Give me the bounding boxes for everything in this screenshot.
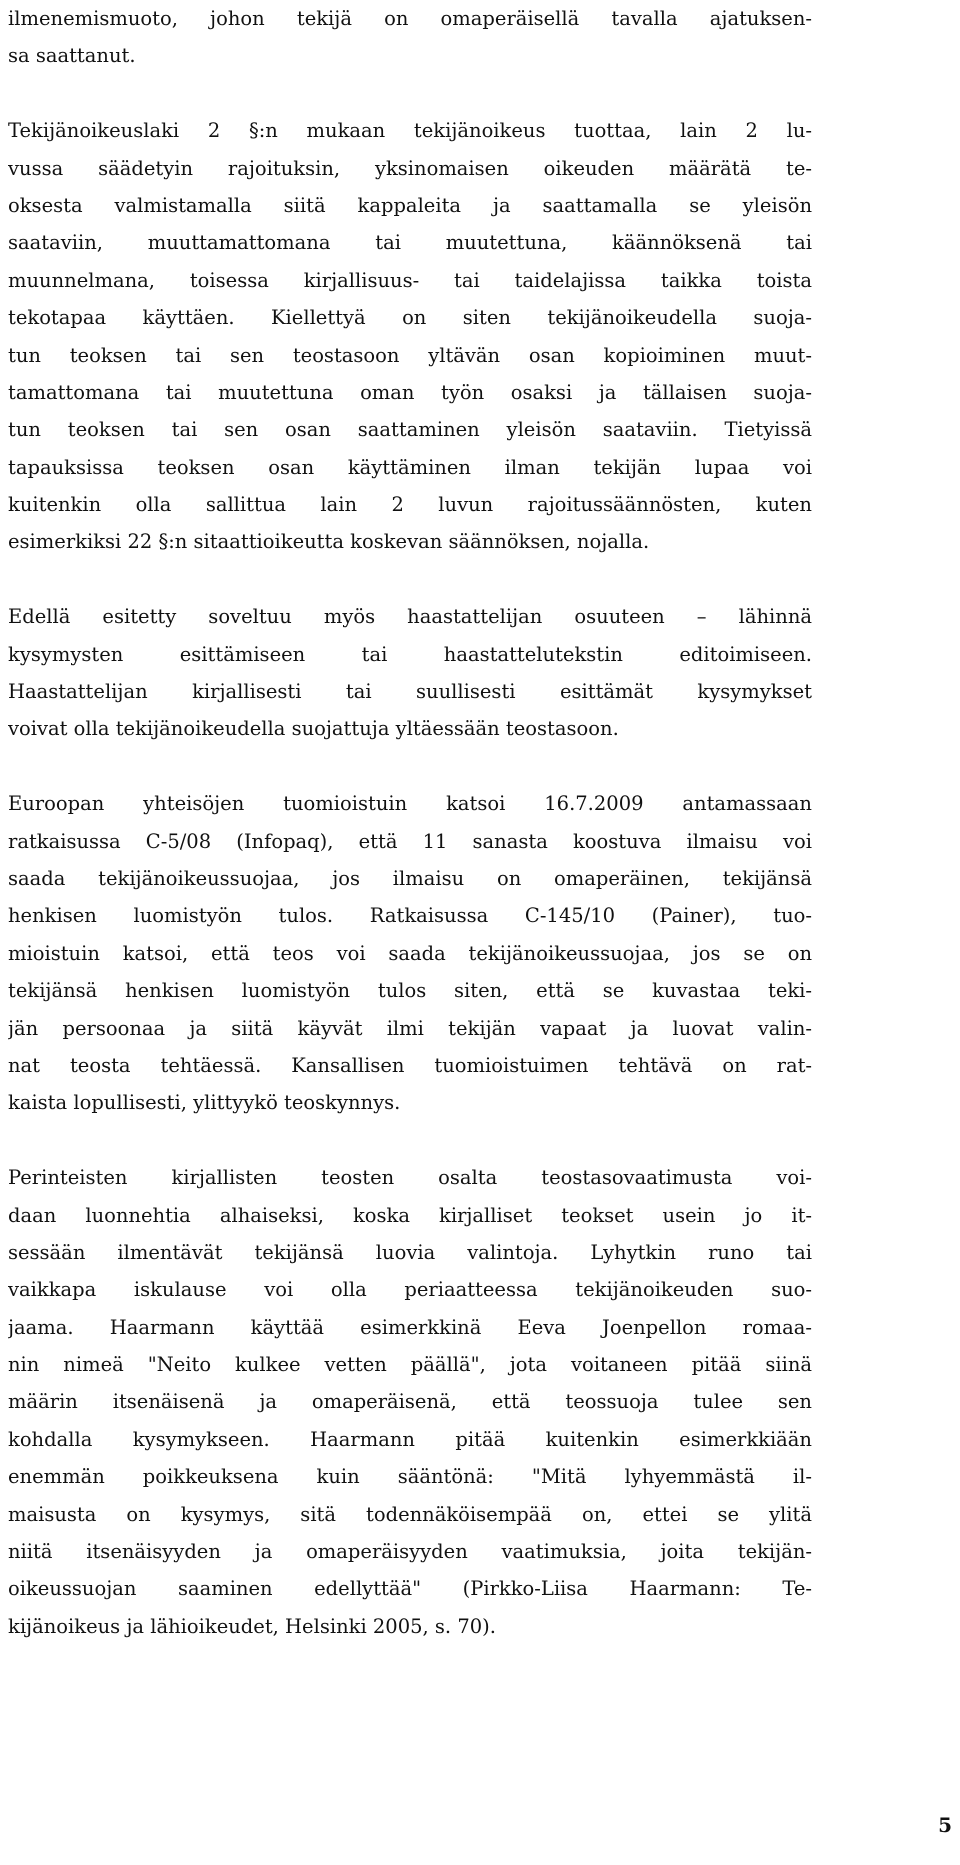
text-line: Haastattelijan kirjallisesti tai suullisesti esittämät kysymykset: [8, 680, 812, 704]
text-line: daan luonnehtia alhaiseksi, koska kirjalliset teokset usein jo it-: [8, 1203, 812, 1227]
document-page: [8, 0, 812, 1645]
text-line: kaista lopullisesti, ylittyykö teoskynnys.: [8, 1091, 401, 1115]
text-line: kysymysten esittämiseen tai haastattelutekstin editoimiseen.: [8, 642, 812, 666]
page-number: 5: [938, 1813, 952, 1837]
paragraph-spacer: [8, 561, 812, 598]
text-line: tun teoksen tai sen osan saattaminen yleisön saataviin. Tietyissä: [8, 418, 812, 442]
text-line: jaama. Haarmann käyttää esimerkkinä Eeva Joenpellon romaa-: [8, 1315, 812, 1339]
text-line: voivat olla tekijänoikeudella suojattuja yltäessään teostasoon.: [8, 717, 619, 741]
text-line: tun teoksen tai sen teostasoon yltävän osan kopioiminen muut-: [8, 343, 812, 367]
paragraph-ecj-rulings: [8, 785, 812, 1122]
text-line: henkisen luomistyön tulos. Ratkaisussa C-145/10 (Painer), tuo-: [8, 904, 812, 928]
text-line: nat teosta tehtäessä. Kansallisen tuomioistuimen tehtävä on rat-: [8, 1053, 812, 1077]
text-line: sa saattanut.: [8, 44, 136, 68]
text-line: tekijänsä henkisen luomistyön tulos siten, että se kuvastaa teki-: [8, 979, 812, 1003]
text-line: oksesta valmistamalla siitä kappaleita ja saattamalla se yleisön: [8, 193, 812, 217]
text-line: maisusta on kysymys, sitä todennäköisempää on, ettei se ylitä: [8, 1502, 812, 1526]
paragraph-intro-continuation: [8, 0, 812, 75]
text-line: saataviin, muuttamattomana tai muutettuna, käännöksenä tai: [8, 231, 812, 255]
text-line: esimerkiksi 22 §:n sitaattioikeutta koskevan säännöksen, nojalla.: [8, 530, 650, 554]
text-line: sessään ilmentävät tekijänsä luovia valintoja. Lyhytkin runo tai: [8, 1240, 812, 1264]
paragraph-interviewer: [8, 598, 812, 748]
paragraph-spacer: [8, 1122, 812, 1159]
text-line: niitä itsenäisyyden ja omaperäisyyden vaatimuksia, joita tekijän-: [8, 1540, 812, 1564]
text-line: enemmän poikkeuksena kuin sääntönä: "Mitä lyhyemmästä il-: [8, 1465, 812, 1489]
text-line: mioistuin katsoi, että teos voi saada tekijänoikeussuojaa, jos se on: [8, 941, 812, 965]
text-line: nin nimeä "Neito kulkee vetten päällä", jota voitaneen pitää siinä: [8, 1353, 812, 1377]
text-line: kuitenkin olla sallittua lain 2 luvun rajoitussäännösten, kuten: [8, 493, 812, 517]
text-line: vaikkapa iskulause voi olla periaatteessa tekijänoikeuden suo-: [8, 1278, 812, 1302]
text-line: muunnelmana, toisessa kirjallisuus- tai taidelajissa taikka toista: [8, 268, 812, 292]
text-line: Tekijänoikeuslaki 2 §:n mukaan tekijänoikeus tuottaa, lain 2 lu-: [8, 119, 812, 143]
text-line: tamattomana tai muutettuna oman työn osaksi ja tällaisen suoja-: [8, 380, 812, 404]
text-line: kohdalla kysymykseen. Haarmann pitää kuitenkin esimerkkiään: [8, 1427, 812, 1451]
text-line: Perinteisten kirjallisten teosten osalta teostasovaatimusta voi-: [8, 1166, 812, 1190]
text-line: tapauksissa teoksen osan käyttäminen ilman tekijän lupaa voi: [8, 455, 812, 479]
text-line: Euroopan yhteisöjen tuomioistuin katsoi 16.7.2009 antamassaan: [8, 792, 812, 816]
paragraph-literary-works: [8, 1159, 812, 1645]
text-line: määrin itsenäisenä ja omaperäisenä, että teossuoja tulee sen: [8, 1390, 812, 1414]
paragraph-spacer: [8, 75, 812, 112]
text-line: Edellä esitetty soveltuu myös haastattelijan osuuteen – lähinnä: [8, 605, 812, 629]
text-line: ratkaisussa C-5/08 (Infopaq), että 11 sanasta koostuva ilmaisu voi: [8, 829, 812, 853]
text-line: vussa säädetyin rajoituksin, yksinomaisen oikeuden määrätä te-: [8, 156, 812, 180]
text-line: saada tekijänoikeussuojaa, jos ilmaisu on omaperäinen, tekijänsä: [8, 866, 812, 890]
text-line: kijänoikeus ja lähioikeudet, Helsinki 2005, s. 70).: [8, 1614, 496, 1638]
text-line: jän persoonaa ja siitä käyvät ilmi tekijän vapaat ja luovat valin-: [8, 1016, 812, 1040]
text-line: tekotapaa käyttäen. Kiellettyä on siten tekijänoikeudella suoja-: [8, 306, 812, 330]
paragraph-spacer: [8, 748, 812, 785]
text-line: ilmenemismuoto, johon tekijä on omaperäisellä tavalla ajatuksen-: [8, 7, 812, 30]
text-line: oikeussuojan saaminen edellyttää" (Pirkko-Liisa Haarmann: Te-: [8, 1577, 812, 1601]
paragraph-copyright-act: [8, 112, 812, 561]
